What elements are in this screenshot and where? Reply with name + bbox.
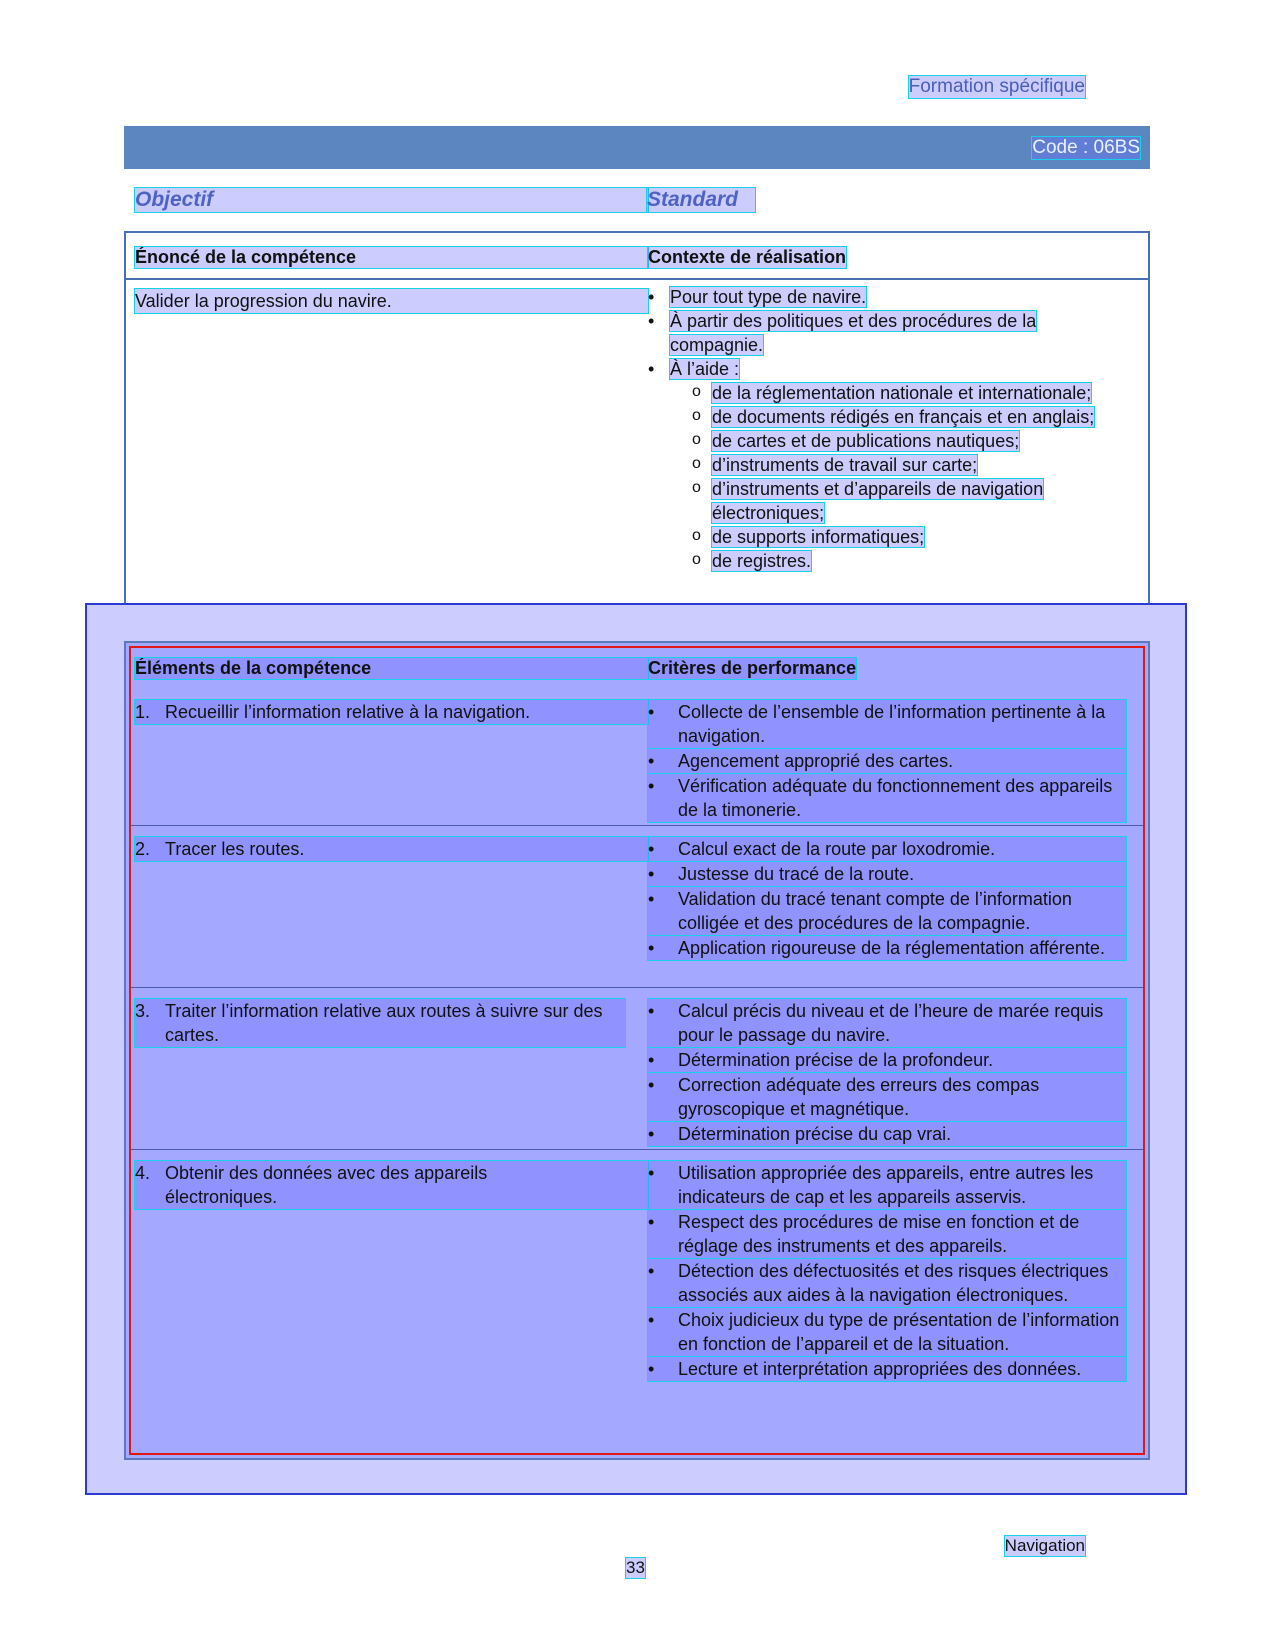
criterion: • Collecte de l’ensemble de l’information pertinente à la navigation.: [648, 700, 1126, 748]
aid-item: o d’instruments de travail sur carte;: [670, 453, 1098, 477]
context-item: • À l’aide : o de la réglementation nationale et internationale; o de documents rédigés en français et en anglais; o de cartes et de publications nautiques; o d’instruments de travail sur carte; o d’instruments et d’appareils de navigation électroniques; o de supports informatiques; o de registres.: [648, 357, 1098, 573]
criterion: • Validation du tracé tenant compte de l’information colligée et des procédures de la compagnie.: [648, 887, 1126, 935]
criterion: • Détermination précise de la profondeur.: [648, 1048, 1126, 1072]
criterion: • Détermination précise du cap vrai.: [648, 1122, 1126, 1146]
criterion: • Choix judicieux du type de présentation de l’information en fonction de l’appareil et de la situation.: [648, 1308, 1126, 1356]
competence-col2-header: Contexte de réalisation: [648, 247, 847, 267]
criterion: • Vérification adéquate du fonctionnement des appareils de la timonerie.: [648, 774, 1126, 822]
criteria-list-1: [648, 700, 1126, 823]
criterion: • Correction adéquate des erreurs des compas gyroscopique et magnétique.: [648, 1073, 1126, 1121]
context-item: • À partir des politiques et des procédures de la compagnie.: [648, 309, 1098, 357]
criterion: • Agencement approprié des cartes.: [648, 749, 1126, 773]
criterion: • Détection des défectuosités et des risques électriques associés aux aides à la navigation électroniques.: [648, 1259, 1126, 1307]
standard-heading: Standard: [647, 188, 755, 212]
element-row-2: 2. Tracer les routes.: [135, 837, 648, 861]
criterion: • Calcul exact de la route par loxodromie.: [648, 837, 1126, 861]
aid-item: o de supports informatiques;: [670, 525, 1098, 549]
criterion: • Respect des procédures de mise en fonction et de réglage des instruments et des appareils.: [648, 1210, 1126, 1258]
competence-statement: Valider la progression du navire.: [135, 289, 648, 313]
row-divider: [131, 987, 1143, 988]
competence-col1-header: Énoncé de la compétence: [135, 247, 648, 268]
aid-item: o d’instruments et d’appareils de navigation électroniques;: [670, 477, 1098, 525]
top-label: Formation spécifique: [908, 76, 1085, 97]
criterion: • Application rigoureuse de la réglementation afférente.: [648, 936, 1126, 960]
elements-table-frame: [129, 646, 1145, 1455]
criterion: • Calcul précis du niveau et de l’heure de marée requis pour le passage du navire.: [648, 999, 1126, 1047]
context-item: • Pour tout type de navire.: [648, 285, 1098, 309]
elements-table: [124, 641, 1150, 1460]
criteria-list-3: [648, 999, 1126, 1147]
aid-item: o de la réglementation nationale et internationale;: [670, 381, 1098, 405]
criteria-list-4: [648, 1161, 1126, 1382]
elements-col2-header: Critères de performance: [648, 658, 857, 678]
aid-item: o de cartes et de publications nautiques;: [670, 429, 1098, 453]
code-label: Code : 06BS: [1032, 137, 1140, 158]
element-row-3: 3. Traiter l’information relative aux routes à suivre sur des cartes.: [135, 999, 625, 1047]
criteria-list-2: [648, 837, 1126, 961]
objective-heading: Objectif: [135, 188, 648, 212]
aids-list: [670, 381, 1098, 573]
page-number: 33: [626, 1558, 645, 1577]
criterion: • Lecture et interprétation appropriées des données.: [648, 1357, 1126, 1381]
context-list: [648, 285, 1098, 573]
header-divider: [126, 278, 1148, 280]
row-divider: [131, 825, 1143, 826]
footer-section-label: Navigation: [1004, 1536, 1085, 1555]
code-bar: [124, 126, 1150, 169]
element-row-1: 1. Recueillir l’information relative à la navigation.: [135, 700, 648, 724]
criterion: • Utilisation appropriée des appareils, entre autres les indicateurs de cap et les appareils asservis.: [648, 1161, 1126, 1209]
aid-item: o de documents rédigés en français et en anglais;: [670, 405, 1098, 429]
competence-table: [124, 231, 1150, 628]
element-row-4: 4. Obtenir des données avec des appareils électroniques.: [135, 1161, 648, 1209]
aid-item: o de registres.: [670, 549, 1098, 573]
elements-col1-header: Éléments de la compétence: [135, 658, 648, 679]
criterion: • Justesse du tracé de la route.: [648, 862, 1126, 886]
row-divider: [131, 1149, 1143, 1150]
